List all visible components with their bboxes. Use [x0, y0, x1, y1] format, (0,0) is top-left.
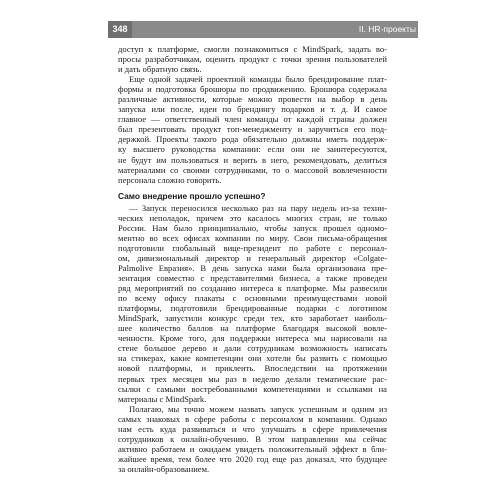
text-line: активно работаем и ожидаем увидеть положительный эффект в бли-: [118, 443, 387, 454]
text-line: самых знаковых в сфере работы с персоналом в компании. Однако: [118, 413, 387, 424]
text-line: сылки с самыми востребованными компетенциями и ссылками на: [118, 383, 387, 394]
text-line: ченности. Кроме того, для поддержки интереса мы нарисовали на: [118, 333, 387, 344]
text-line: России. Нам было принципиально, чтобы запуск прошел одномо-: [118, 222, 387, 233]
text-line: главное — ответственный член команды от каждой страны должен: [118, 114, 387, 125]
text-line: новой платформы, и приклеить. Впоследствии на протяжении: [118, 363, 387, 374]
text-line: жайшее время, тем более что 2020 год еще раз доказал, что будущее: [118, 453, 387, 464]
text-line: сотрудников к онлайн-обучению. В этом направлении мы сейчас: [118, 433, 387, 444]
text-line: Еще одной задачей проектной команды было брендирование плат-: [129, 74, 387, 85]
text-line: материалами со своими сотрудниками, то о массовой вовлеченности: [118, 164, 387, 175]
text-line: шее количество баллов на платформе благодаря высокой вовле-: [118, 323, 387, 334]
text-line: первых трех месяцев мы раз в неделю делали тематические рас-: [118, 373, 387, 384]
text-line: подготовили глобальный вице-президент по работе с персонал-: [118, 242, 387, 253]
paragraph-1: [118, 44, 387, 74]
text-line: просы разработчикам, оценить продукт с точки зрения пользователей: [118, 54, 387, 65]
text-line: ческих неполадок, причем это касалось многих стран, не только: [118, 212, 387, 223]
text-line: не будут им пользоваться и верить в него, рекомендовать, делиться: [118, 154, 387, 165]
text-line: Palmolive Евразия». В день запуска нами была организована пре-: [118, 262, 387, 273]
paragraph-4: [118, 404, 387, 474]
paragraph-3: [118, 203, 387, 404]
text-line: зентация совместно с представителями бизнеса, а также проведен: [118, 273, 387, 284]
text-line: ментно во всех офисах компании по миру. Свои письма-обращения: [118, 232, 387, 243]
text-line: ку высшего руководства компании: если они не заинтересуются,: [118, 144, 387, 155]
text-line: держкой. Проекты такого рода обязательно должны иметь поддерж-: [118, 134, 387, 145]
running-head: II. HR-проекты: [358, 24, 416, 34]
text-line: ряд мероприятий по созданию интереса к платформе. Мы развесили: [118, 283, 387, 294]
text-line: по всему офису плакаты с основными преимуществами новой: [118, 293, 387, 304]
text-line: и дать обратную связь.: [118, 64, 202, 75]
text-line: на стикерах, какие компетенции они хотели бы развить с помощью: [118, 353, 387, 364]
text-line: за онлайн-образованием.: [118, 463, 210, 474]
page-number: 348: [108, 21, 132, 38]
paragraph-2: [118, 74, 387, 185]
text-line: формы и подготовка брошюры по продвижению. Брошюра содержала: [118, 84, 387, 95]
text-line: персонала сложно говорить.: [118, 174, 222, 185]
section-heading: Само внедрение прошло успешно?: [118, 190, 266, 201]
text-line: Полагаю, мы точно можем назвать запуск успешным и одним из: [129, 403, 387, 414]
text-line: доступ к платформе, смогли познакомиться с MindSpark, задать во-: [118, 44, 387, 54]
text-line: стене большое дерево и дали сотрудникам возможность написать: [118, 343, 387, 354]
page-body: [118, 44, 387, 474]
text-line: MindSpark, запустили конкурс среди тех, кто заработает наиболь-: [118, 313, 387, 324]
text-line: ом, дивизиональный директор и генеральный директор «Colgate-: [118, 252, 387, 263]
text-line: — Запуск переносился несколько раз на пару недель из-за техни-: [129, 202, 387, 213]
text-line: платформы, подготовили брендированные подарки с логотипом: [118, 303, 387, 314]
text-line: различные активности, которые можно провести на выбор в день: [118, 94, 387, 105]
text-line: нам есть куда развиваться и что улучшать в сфере привлечения: [118, 423, 387, 434]
text-line: запуска или после, идеи по брендингу подарков и т. д. И самое: [118, 104, 387, 115]
text-line: был презентовать продукт топ-менеджменту и заручиться его под-: [118, 124, 387, 135]
text-line: материалы с MindSpark.: [118, 393, 207, 404]
